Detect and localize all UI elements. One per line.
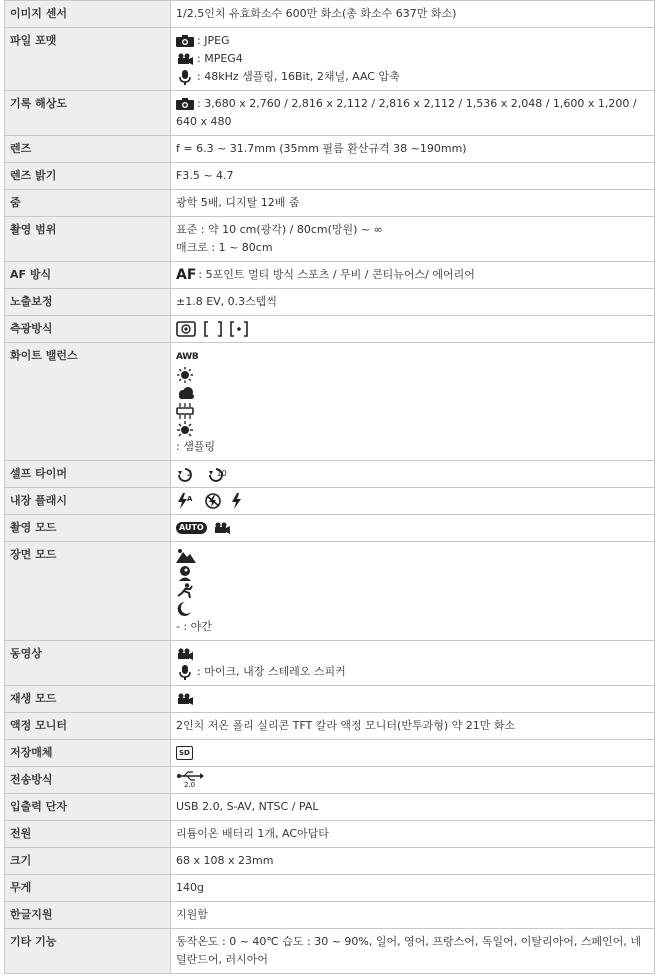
timer-2s-label: 2	[187, 469, 193, 478]
sd-card-icon	[176, 746, 193, 760]
value-video	[171, 641, 655, 686]
value-weight: 140g	[171, 875, 655, 902]
row-af	[5, 262, 655, 289]
flash-on-icon	[229, 493, 243, 509]
label-lens: 렌즈	[5, 136, 171, 163]
label-flash: 내장 플래시	[5, 488, 171, 515]
movie-camera-icon	[213, 522, 231, 535]
fluorescent-icon	[176, 403, 194, 419]
movie-camera-icon	[176, 53, 194, 66]
value-size: 68 x 108 x 23mm	[171, 848, 655, 875]
row-shoot-mode	[5, 515, 655, 542]
row-resolution	[5, 91, 655, 136]
value-transfer	[171, 767, 655, 794]
label-hangul: 한글지원	[5, 902, 171, 929]
auto-flash-icon	[176, 493, 196, 509]
sd-card-label: SD	[179, 749, 190, 757]
value-timer	[171, 461, 655, 488]
value-sensor: 1/2.5인치 유효화소수 600만 화소(총 화소수 637만 화소)	[171, 1, 655, 28]
row-exposure	[5, 289, 655, 316]
value-wb	[171, 343, 655, 461]
value-range	[171, 217, 655, 262]
row-playback	[5, 686, 655, 713]
row-sensor	[5, 1, 655, 28]
row-video	[5, 641, 655, 686]
label-brightness: 렌즈 밝기	[5, 163, 171, 190]
row-zoom	[5, 190, 655, 217]
label-resolution: 기록 해상도	[5, 91, 171, 136]
row-lens	[5, 136, 655, 163]
row-timer	[5, 461, 655, 488]
flash-off-icon	[203, 493, 223, 509]
label-af: AF 방식	[5, 262, 171, 289]
portrait-icon	[176, 565, 194, 581]
row-weight	[5, 875, 655, 902]
scene-note: - : 야간	[176, 620, 212, 633]
movie-camera-icon	[176, 648, 194, 661]
label-transfer: 전송방식	[5, 767, 171, 794]
row-storage	[5, 740, 655, 767]
value-flash	[171, 488, 655, 515]
multi-metering-icon	[176, 321, 196, 337]
night-icon	[176, 601, 192, 617]
row-metering	[5, 316, 655, 343]
usb-version: 2.0	[184, 781, 196, 789]
microphone-icon	[176, 665, 194, 680]
row-range	[5, 217, 655, 262]
sun-icon	[176, 367, 194, 383]
label-storage: 저장매체	[5, 740, 171, 767]
timer-10s-icon	[207, 466, 233, 482]
movie-camera-icon	[176, 693, 194, 706]
row-io	[5, 794, 655, 821]
value-af	[171, 262, 655, 289]
spec-table	[4, 0, 655, 974]
value-etc: 동작온도 : 0 ~ 40℃ 습도 : 30 ~ 90%, 일어, 영어, 프랑스어, 독일어, 이탈리아어, 스페인어, 네덜란드어, 러시아어	[171, 929, 655, 974]
range-macro: 매크로 : 1 ~ 80cm	[176, 241, 273, 254]
format-photo: : JPEG	[197, 34, 230, 47]
label-power: 전원	[5, 821, 171, 848]
usb-icon	[176, 771, 204, 789]
row-lcd	[5, 713, 655, 740]
label-video: 동영상	[5, 641, 171, 686]
timer-10s-label: 10	[216, 469, 227, 478]
value-lcd: 2인치 저온 폴리 실리콘 TFT 칼라 액정 모니터(반투과형) 약 21만 화소	[171, 713, 655, 740]
video-note: : 마이크, 내장 스테레오 스피커	[197, 665, 346, 678]
camera-icon	[176, 35, 194, 47]
camera-icon	[176, 98, 194, 110]
value-hangul: 지원함	[171, 902, 655, 929]
auto-mode-icon	[176, 522, 207, 534]
label-playback: 재생 모드	[5, 686, 171, 713]
row-power	[5, 821, 655, 848]
value-format	[171, 28, 655, 91]
resolution-list: : 3,680 x 2,760 / 2,816 x 2,112 / 2,816 x 2,112 / 1,536 x 2,048 / 1,600 x 1,200 / 640 x 480	[176, 97, 637, 128]
wb-note: : 샘플링	[176, 440, 216, 453]
label-lcd: 액정 모니터	[5, 713, 171, 740]
value-lens: f = 6.3 ~ 31.7mm (35mm 필름 환산규격 38 ~190mm)	[171, 136, 655, 163]
format-movie: : MPEG4	[197, 52, 243, 65]
sports-icon	[176, 583, 194, 599]
auto-mode-label: AUTO	[179, 523, 204, 532]
label-wb: 화이트 밸런스	[5, 343, 171, 461]
row-brightness	[5, 163, 655, 190]
label-range: 촬영 범위	[5, 217, 171, 262]
value-resolution	[171, 91, 655, 136]
row-format	[5, 28, 655, 91]
value-power: 리튬이온 배터리 1개, AC아답타	[171, 821, 655, 848]
row-flash	[5, 488, 655, 515]
microphone-icon	[176, 70, 194, 85]
landscape-icon	[176, 548, 196, 563]
format-audio: : 48kHz 샘플링, 16Bit, 2채널, AAC 압축	[197, 70, 400, 83]
row-size	[5, 848, 655, 875]
label-zoom: 줌	[5, 190, 171, 217]
label-sensor: 이미지 센서	[5, 1, 171, 28]
value-scene	[171, 542, 655, 641]
label-io: 입출력 단자	[5, 794, 171, 821]
cloudy-icon	[176, 386, 196, 400]
value-metering	[171, 316, 655, 343]
row-wb	[5, 343, 655, 461]
af-modes: : 5포인트 멀티 방식 스포츠 / 무비 / 콘티뉴어스/ 에어리어	[198, 268, 475, 281]
timer-2s-icon	[176, 466, 200, 482]
value-playback	[171, 686, 655, 713]
label-weight: 무게	[5, 875, 171, 902]
tungsten-icon	[176, 421, 194, 437]
svg-text:A: A	[187, 495, 193, 503]
label-etc: 기타 기능	[5, 929, 171, 974]
value-zoom: 광학 5배, 디지탈 12배 줌	[171, 190, 655, 217]
label-format: 파일 포맷	[5, 28, 171, 91]
value-storage	[171, 740, 655, 767]
label-exposure: 노출보정	[5, 289, 171, 316]
value-shoot-mode	[171, 515, 655, 542]
label-size: 크기	[5, 848, 171, 875]
row-etc	[5, 929, 655, 974]
af-icon: AF	[176, 267, 197, 283]
row-scene	[5, 542, 655, 641]
label-timer: 셀프 타이머	[5, 461, 171, 488]
label-scene: 장면 모드	[5, 542, 171, 641]
label-metering: 측광방식	[5, 316, 171, 343]
range-normal: 표준 : 약 10 cm(광각) / 80cm(망원) ~ ∞	[176, 223, 383, 236]
value-exposure: ±1.8 EV, 0.3스텝씩	[171, 289, 655, 316]
center-weighted-icon	[203, 321, 223, 337]
label-shoot-mode: 촬영 모드	[5, 515, 171, 542]
row-transfer	[5, 767, 655, 794]
value-brightness: F3.5 ~ 4.7	[171, 163, 655, 190]
spot-metering-icon	[229, 321, 249, 337]
awb-icon: AWB	[176, 352, 199, 362]
row-hangul	[5, 902, 655, 929]
value-io: USB 2.0, S-AV, NTSC / PAL	[171, 794, 655, 821]
